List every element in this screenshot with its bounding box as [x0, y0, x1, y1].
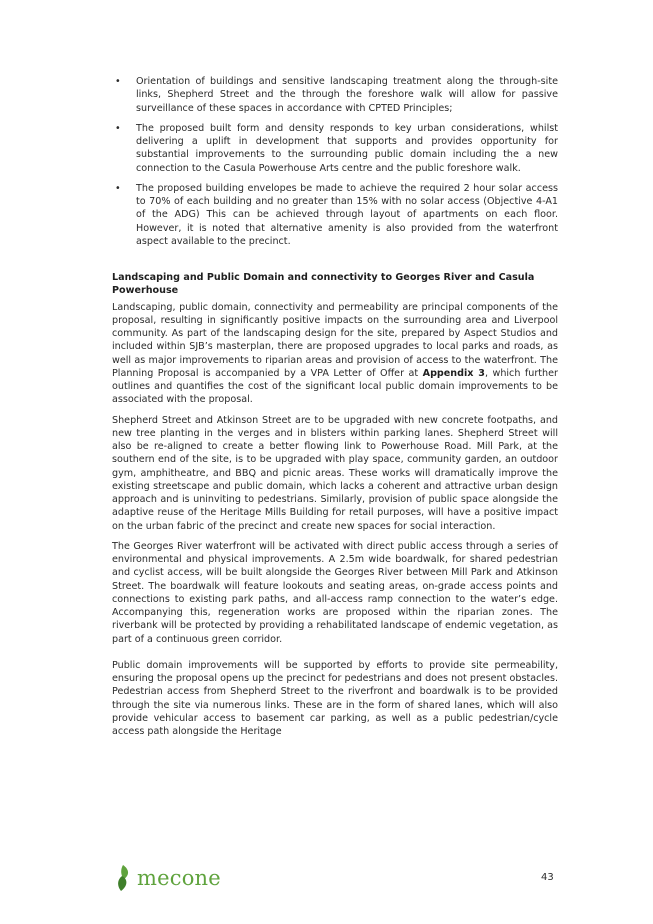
leaf-logo-icon — [113, 864, 133, 892]
bullet-text: Orientation of buildings and sensitive landscaping treatment along the through-site links, Shepherd Street and the through the foreshore walk will allow for passive surveillance of these spaces in accordance with CPTED Principles; — [136, 76, 558, 114]
bullet-glyph: • — [115, 122, 121, 134]
paragraph-text: , which further outlines and quantifies the cost of the significant local public domain improvements to be associated with the proposal. — [112, 367, 558, 406]
logo-wordmark: mecone — [137, 866, 221, 890]
bullet-item — [112, 122, 558, 175]
bullet-text: The proposed built form and density responds to key urban considerations, whilst delivering a uplift in development that supports and provides opportunity for substantial improvements to the surrounding public domain including the a new connection to the Casula Powerhouse Arts centre and the public foreshore walk. — [136, 122, 558, 174]
bullet-glyph: • — [115, 182, 121, 194]
page-content — [112, 75, 558, 745]
paragraph-text: Landscaping, public domain, connectivity and permeability are principal components of the proposal, resulting in significantly positive impacts on the surrounding area and Liverpool community. As part of the landscaping design for the site, prepared by Aspect Studios and included within SJB’s masterplan, there are proposed upgrades to local parks and roads, as well as major improvements to riparian areas and provision of access to the waterfront. The Planning Proposal is accompanied by a VPA Letter of Offer at — [112, 301, 558, 379]
paragraph-landscaping — [112, 301, 558, 407]
bullet-glyph: • — [115, 76, 121, 87]
paragraph-streets: Shepherd Street and Atkinson Street are to be upgraded with new concrete footpaths, and new tree planting in the verges and in blisters within parking lanes. Shepherd Street will also be re-aligned to create a better flowing link to Powerhouse Road. Mill Park, at the southern end of the site, is to be upgraded with play space, community garden, an outdoor gym, amphitheatre, and BBQ and picnic areas. These works will dramatically improve the existing streetscape and public domain, which lacks a coherent and attractive urban design approach and is uninviting to pedestrians. Similarly, provision of public space alongside the adaptive reuse of the Heritage Mills Building for retail purposes, will have a positive impact on the urban fabric of the precinct and create new spaces for social interaction. — [112, 414, 558, 532]
paragraph-permeability: Public domain improvements will be supported by efforts to provide site permeability, ensuring the proposal opens up the precinct for pedestrians and does not present obstacles. Pedestrian access from Shepherd Street to the riverfront and boardwalk is to be provided through the site via numerous links. These are in the form of shared lanes, which will also provide vehicular access to basement car parking, as well as a public pedestrian/cycle access path alongside the Heritage — [112, 659, 558, 737]
bullet-item — [112, 75, 558, 115]
appendix-reference: Appendix 3 — [422, 367, 485, 379]
page-number: 43 — [541, 872, 554, 883]
bullet-item — [112, 182, 558, 248]
bullet-list — [112, 75, 558, 248]
bullet-text: The proposed building envelopes be made to achieve the required 2 hour solar access to 70% of each building and no greater than 15% with no solar access (Objective 4-A1 of the ADG) This can be achieved through layout of apartments on each floor. However, it is noted that alternative amenity is also provided from the waterfront aspect available to the precinct. — [136, 182, 558, 247]
mecone-logo — [113, 864, 221, 892]
paragraph-waterfront: The Georges River waterfront will be activated with direct public access through a series of environmental and physical improvements. A 2.5m wide boardwalk, for shared pedestrian and cyclist access, will be built alongside the Georges River between Mill Park and Atkinson Street. The boardwalk will feature lookouts and seating areas, on-grade access points and connections to existing park paths, and all-access ramp connection to the water’s edge. Accompanying this, regeneration works are proposed within the riparian zones. The riverbank will be protected by providing a rehabilitated landscape of endemic vegetation, as part of a continuous green corridor. — [112, 540, 558, 645]
section-heading: Landscaping and Public Domain and connectivity to Georges River and Casula Powerhouse — [112, 272, 535, 297]
